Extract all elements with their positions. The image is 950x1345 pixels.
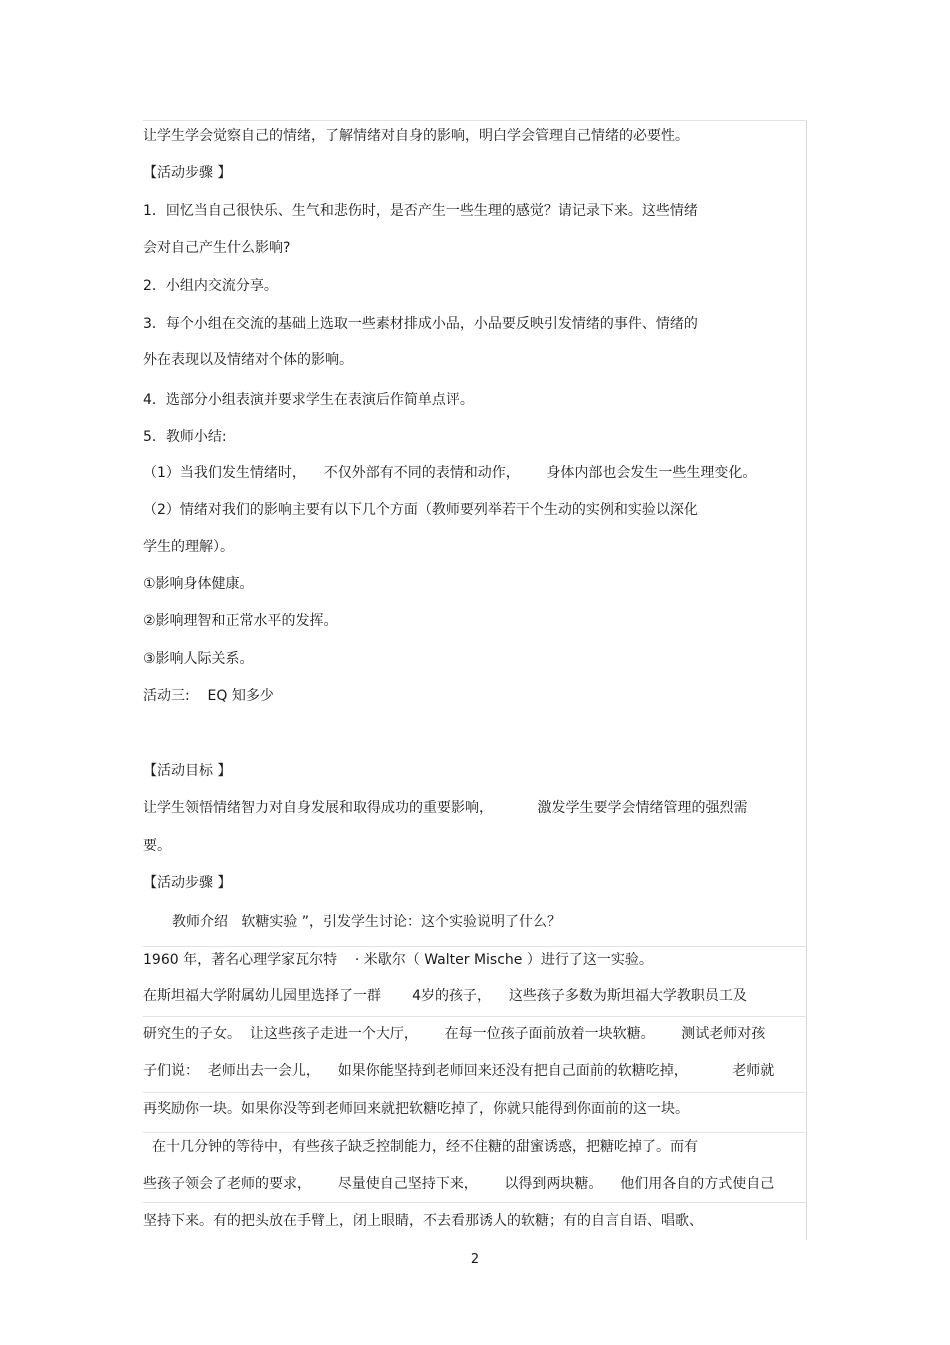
frame-rule-4 [143,1132,807,1133]
body-line: 在十几分钟的等待中，有些孩子缺乏控制能力，经不住糖的甜蜜诱惑，把糖吃掉了。而有 [152,1139,698,1155]
body-line: 3．每个小组在交流的基础上选取一些素材排成小品，小品要反映引发情绪的事件、情绪的 [143,316,698,332]
page-number: 2 [470,1252,480,1267]
body-line: 学生的理解）。 [143,539,234,555]
body-line: ①影响身体健康。 [143,576,254,592]
body-line: （2）情绪对我们的影响主要有以下几个方面（教师要列举若干个生动的实例和实验以深化 [143,502,698,518]
frame-rule-right-top [806,120,807,910]
frame-rule-top [143,120,807,121]
body-line: 5．教师小结: [143,429,227,445]
body-line: ③影响人际关系。 [143,651,254,667]
body-line: 研究生的子女。 让这些孩子走进一个大厅， 在每一位孩子面前放着一块软糖。 测试老师对孩 [143,1026,766,1042]
body-line: 些孩子领会了老师的要求， 尽量使自己坚持下来， 以得到两块糖。 他们用各自的方式使自己 [143,1176,775,1192]
body-line: 再奖励你一块。如果你没等到老师回来就把软糖吃掉了，你就只能得到你面前的这一块。 [143,1101,689,1117]
body-line: 子们说： 老师出去一会儿， 如果你能坚持到老师回来还没有把自己面前的软糖吃掉， 老师就 [143,1063,775,1079]
body-line: 外在表现以及情绪对个体的影响。 [143,352,353,368]
body-line: 1960 年，著名心理学家瓦尔特 · 米歇尔（ Walter Mische ）进行了这一实验。 [143,952,653,968]
section-heading: 【活动目标 】 [143,763,232,779]
section-heading: 【活动步骤 】 [143,165,232,181]
section-heading: 【活动步骤 】 [143,875,232,891]
body-line: 让学生领悟情绪智力对自身发展和取得成功的重要影响， 激发学生要学会情绪管理的强烈需 [143,800,748,816]
body-line: 在斯坦福大学附属幼儿园里选择了一群 4岁的孩子， 这些孩子多数为斯坦福大学教职员工及 [143,988,747,1004]
body-line: 会对自己产生什么影响? [143,240,291,256]
body-line: 坚持下来。有的把头放在手臂上，闭上眼睛，不去看那诱人的软糖；有的自言自语、唱歌、 [143,1213,703,1229]
frame-rule-3 [143,1092,807,1093]
body-line: 教师介绍 软糖实验 ”，引发学生讨论：这个实验说明了什么？ [172,914,562,930]
frame-rule-5 [143,1202,807,1203]
body-line: 1．回忆当自己很快乐、生气和悲伤时，是否产生一些生理的感觉？请记录下来。这些情绪 [143,203,698,219]
body-line: 4．选部分小组表演并要求学生在表演后作简单点评。 [143,392,474,408]
body-line: （1）当我们发生情绪时， 不仅外部有不同的表情和动作， 身体内部也会发生一些生理变化。 [143,465,757,481]
activity-title: 活动三: EQ 知多少 [143,688,274,704]
body-line: 2．小组内交流分享。 [143,278,278,294]
frame-rule-1 [143,946,807,947]
body-line: 要。 [143,838,171,854]
body-line: ②影响理智和正常水平的发挥。 [143,613,338,629]
frame-rule-2 [143,1016,807,1017]
body-line: 让学生学会觉察自己的情绪，了解情绪对自身的影响，明白学会管理自己情绪的必要性。 [143,128,689,144]
frame-rule-right-bottom [806,910,807,1240]
